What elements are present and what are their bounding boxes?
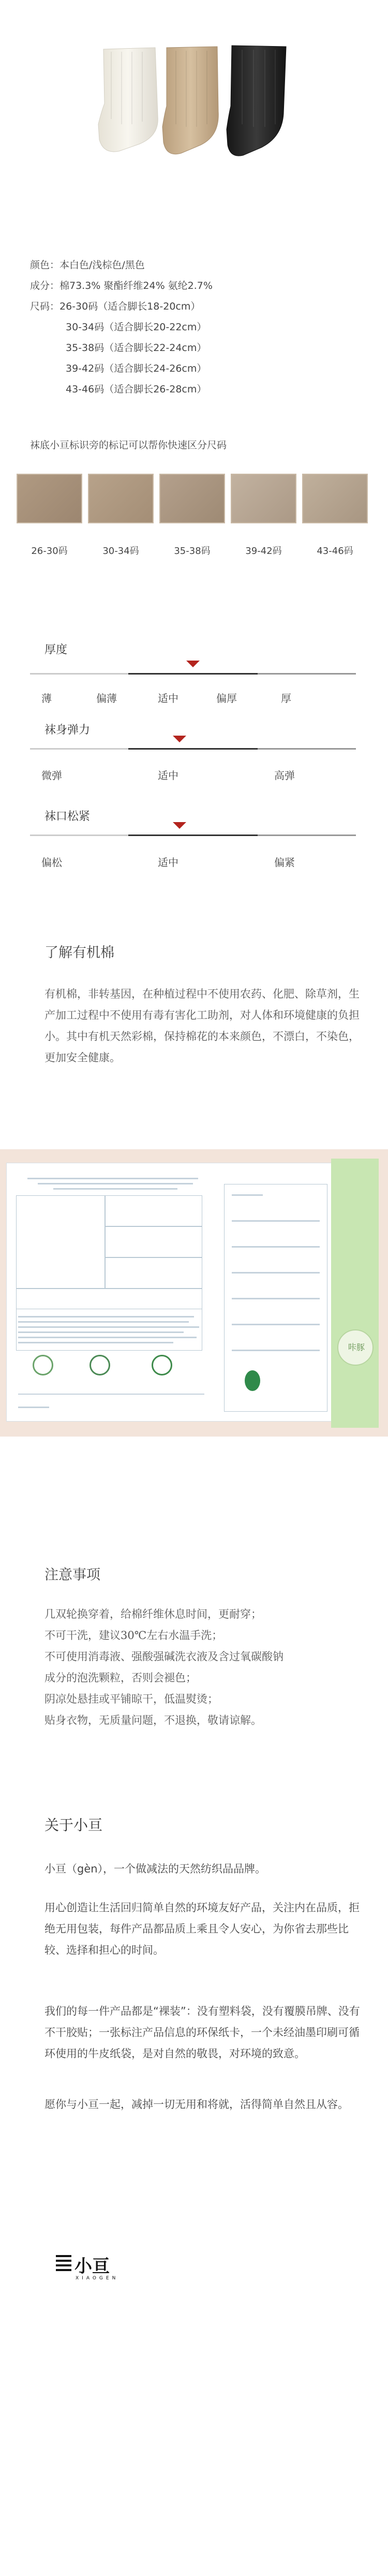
care-item: 不可干洗，建议30℃左右水温手洗； [44, 1629, 223, 1642]
certificate-seal-icon [33, 1355, 53, 1375]
swatch-size-4 [231, 474, 296, 523]
about-paragraph: 用心创造让生活回归简单自然的环境友好产品，关注内在品质，拒绝无用包装，每件产品都品质上乘且令人安心，为你省去那些比较、选择和担心的时间。 [44, 1901, 360, 1956]
gauge-word: 适中 [158, 856, 178, 869]
swatch-label: 30-34码 [102, 546, 139, 557]
swatch-size-3 [159, 474, 225, 523]
spec-size: 35-38码（适合脚长22-24cm） [66, 342, 207, 354]
spec-color: 颜色：本白色/浅棕色/黑色 [30, 259, 145, 271]
care-item: 贴身衣物，无质量问题，不退换，敬请谅解。 [44, 1714, 262, 1726]
swatch-label: 43-46码 [317, 546, 353, 557]
spec-size: 尺码：26-30码（适合脚长18-20cm） [30, 301, 201, 312]
gauge-title: 袜身弹力 [44, 724, 91, 737]
brand-logo-name: 小亘 [74, 2256, 110, 2277]
spec-material: 成分：棉73.3% 聚酯纤维24% 氨纶2.7% [30, 280, 213, 291]
certificate-document [6, 1163, 332, 1422]
brand-stamp [337, 1329, 374, 1366]
gauge-word: 微弹 [41, 769, 62, 782]
gauge-word: 厚 [281, 692, 291, 705]
gauge-word: 适中 [158, 769, 178, 782]
gauge-word: 薄 [41, 692, 52, 705]
gauge-line [30, 748, 356, 750]
certificate-logo-icon [245, 1370, 260, 1391]
brand-logo-latin: XIAOGEN [76, 2276, 119, 2281]
gauge-marker [186, 661, 200, 667]
care-heading: 注意事项 [44, 1567, 100, 1583]
brand-logo-icon [56, 2255, 71, 2272]
product-photo [0, 0, 388, 166]
gauge-line [30, 835, 356, 836]
about-paragraph: 愿你与小亘一起，减掉一切无用和将就，活得简单自然且从容。 [44, 2098, 349, 2111]
gauge-word: 偏紧 [274, 856, 295, 869]
swatch-size-2 [88, 474, 154, 523]
certificate-seal-icon [89, 1355, 110, 1375]
swatch-label: 26-30码 [31, 546, 68, 557]
gauge-word: 高弹 [274, 769, 295, 782]
gauge-word: 偏薄 [96, 692, 117, 705]
about-paragraph: 小亘（gèn），一个做减法的天然纺织品品牌。 [44, 1863, 266, 1875]
certificate-green-strip [331, 1159, 379, 1428]
care-item: 阴凉处悬挂或平铺晾干，低温熨烫； [44, 1693, 218, 1705]
care-item: 不可使用消毒液、强酸强碱洗衣液及含过氧碳酸钠 [44, 1650, 283, 1663]
swatch-size-1 [17, 474, 82, 523]
socks-illustration [0, 0, 388, 166]
care-item: 成分的泡洗颗粒，否则会褪色； [44, 1672, 197, 1684]
swatch-label: 35-38码 [174, 546, 211, 557]
about-paragraph: 我们的每一件产品都是“裸装”：没有塑料袋，没有覆膜吊牌、没有不干胶贴；一张标注产品信息的环保纸卡，一个未经油墨印刷可循环使用的牛皮纸袋，是对自然的敬畏，对环境的致意。 [44, 2005, 360, 2060]
spec-size: 39-42码（适合脚长24-26cm） [66, 363, 207, 374]
organic-body: 有机棉，非转基因，在种植过程中不使用农药、化肥、除草剂，生产加工过程中不使用有毒有害化工助剂，对人体和环境健康的负担小。其中有机天然彩棉，保持棉花的本来颜色，不漂白，不染色，更加安全健康。 [44, 988, 360, 1064]
about-heading: 关于小亘 [44, 1817, 103, 1834]
gauge-word: 偏松 [41, 856, 62, 869]
gauge-line [30, 673, 356, 675]
gauge-marker [173, 822, 186, 829]
swatch-label: 39-42码 [245, 546, 282, 557]
spec-size: 30-34码（适合脚长20-22cm） [66, 321, 207, 333]
size-marks-intro: 袜底小亘标识旁的标记可以帮你快速区分尺码 [30, 440, 227, 451]
spec-size: 43-46码（适合脚长26-28cm） [66, 384, 207, 395]
gauge-title: 厚度 [44, 643, 68, 656]
brand-stamp-text: 咔豚 [348, 1342, 365, 1352]
gauge-word: 适中 [158, 692, 178, 705]
gauge-word: 偏厚 [216, 692, 237, 705]
organic-heading: 了解有机棉 [44, 945, 114, 961]
gauge-marker [173, 736, 186, 742]
certificate-backdrop [0, 1149, 388, 1437]
gauge-title: 袜口松紧 [44, 810, 91, 823]
certificate-seal-icon [152, 1355, 172, 1375]
swatch-size-5 [302, 474, 368, 523]
care-item: 几双轮换穿着，给棉纤维休息时间，更耐穿； [44, 1608, 262, 1620]
